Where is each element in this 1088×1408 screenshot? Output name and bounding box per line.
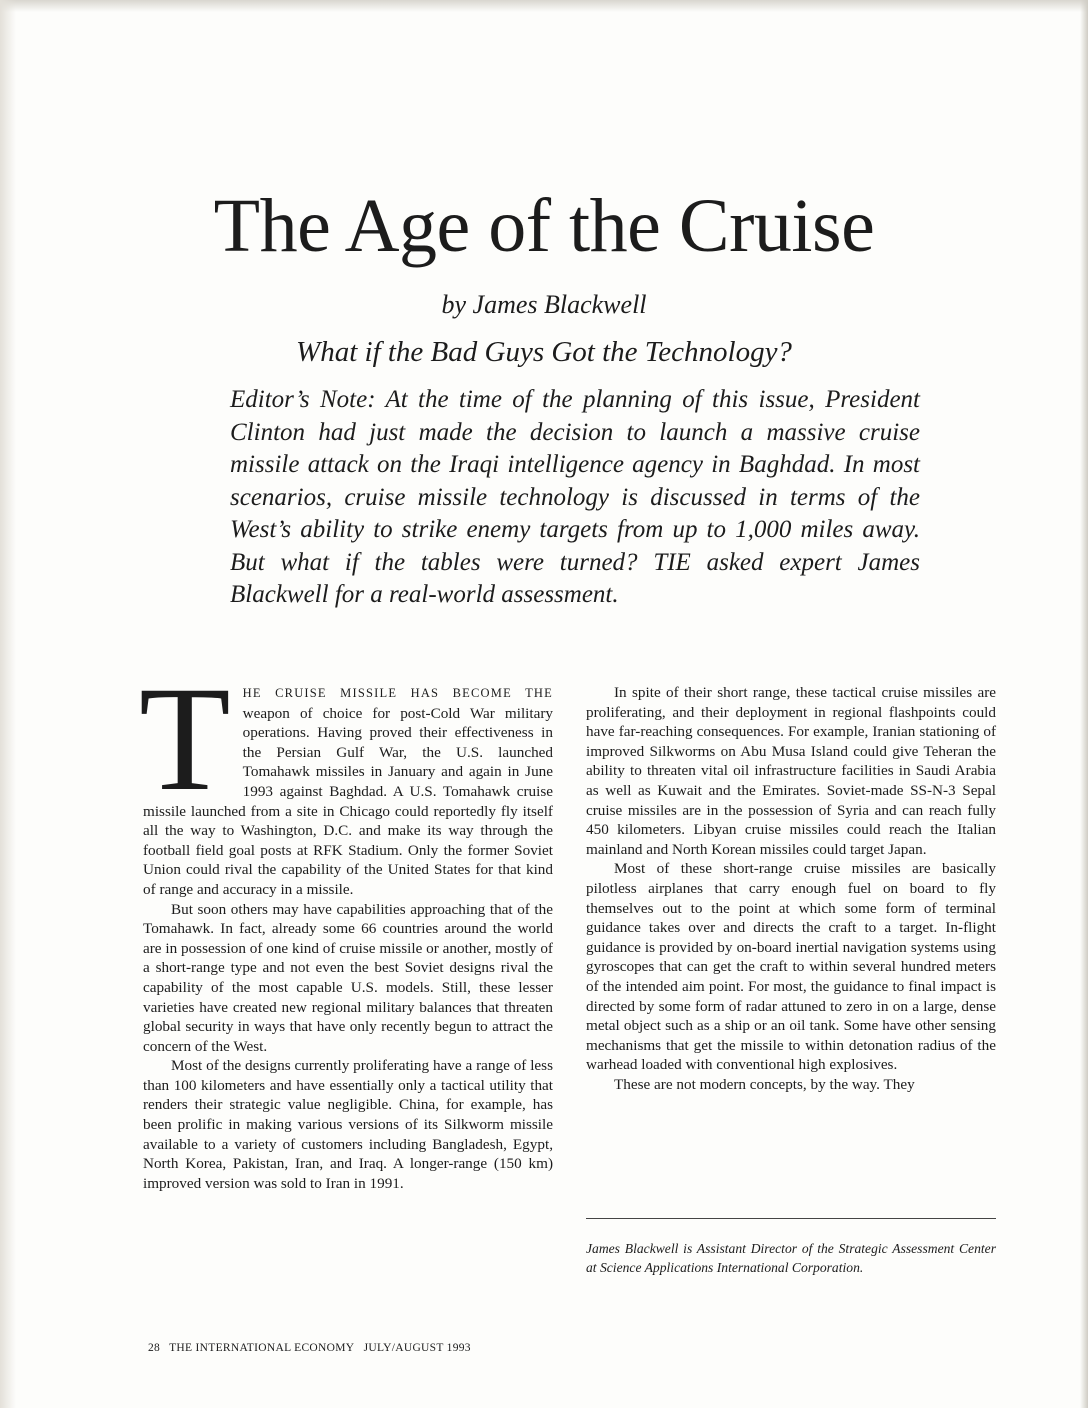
page-number: 28 bbox=[148, 1342, 161, 1354]
author-bio-note: James Blackwell is Assistant Director of the Strategic Assessment Center at Science Applications International Corporation. bbox=[586, 1241, 996, 1275]
right-column bbox=[586, 683, 996, 1094]
left-column bbox=[139, 656, 553, 1193]
lead-in-smallcaps: HE CRUISE MISSILE HAS BECOME THE bbox=[242, 686, 553, 700]
publication-name: THE INTERNATIONAL ECONOMY bbox=[169, 1342, 355, 1354]
issue-date: JULY/AUGUST 1993 bbox=[363, 1342, 471, 1354]
left-paragraph-2: But soon others may have capabilities approaching that of the Tomahawk. In fact, already some 66 countries around the world are in possession of one kind of cruise missile or another, mostly of a short-range type and not even the best Soviet designs rival the capability of the most capable U.S. models. Still, these lesser varieties have created new regional military balances that threaten global security in ways that have only recently begun to attract the concern of the West. bbox=[143, 900, 553, 1055]
left-paragraph-1 bbox=[139, 656, 553, 900]
left-paragraph-1-text: weapon of choice for post-Cold War military operations. Having proved their effectiveness in the Persian Gulf War, the U.S. launched Tomahawk missiles in January and again in June 1993 against Baghdad. A U.S. Tomahawk cruise missile launched from a site in Chicago could reportedly fly itself all the way to Washington, D.C. and make its way through the football field goal posts at RFK Stadium. Only the former Soviet Union could rival the capability of the United States for that kind of range and accuracy in a missile. bbox=[143, 704, 553, 898]
page-edge-shadow-top bbox=[0, 0, 1088, 12]
page-footer bbox=[148, 1342, 477, 1354]
article-byline: by James Blackwell bbox=[441, 290, 647, 319]
article-title: The Age of the Cruise bbox=[213, 184, 875, 268]
drop-cap: T bbox=[139, 656, 231, 822]
right-paragraph-1: In spite of their short range, these tactical cruise missiles are proliferating, and their deployment in regional flashpoints could have far-reaching consequences. For example, Iranian stationing of improved Silkworms on Abu Musa Island could give Teheran the ability to threaten vital oil infrastructure facilities in Saudi Arabia as well as Kuwait and the Emirates. Soviet-made SS-N-3 Sepal cruise missiles are in the possession of Syria and can reach fully 450 kilometers. Libyan cruise missiles could reach the Italian mainland and North Korean missiles could target Japan. bbox=[586, 684, 996, 858]
article-subtitle: What if the Bad Guys Got the Technology? bbox=[296, 336, 792, 368]
footnote-divider bbox=[586, 1218, 996, 1219]
right-paragraph-3: These are not modern concepts, by the way. They bbox=[614, 1075, 915, 1093]
editors-note: Editor’s Note: At the time of the planning of this issue, President Clinton had just made the decision to launch a massive cruise missile attack on the Iraqi intelligence agency in Baghdad. In most scenarios, cruise missile technology is discussed in terms of the West’s ability to strike enemy targets from up to 1,000 miles away. But what if the tables were turned? TIE asked expert James Blackwell for a real-world assessment. bbox=[230, 386, 920, 608]
left-paragraph-3: Most of the designs currently proliferating have a range of less than 100 kilometers and have essentially only a tactical utility that renders their strategic value negligible. China, for example, has been prolific in making various versions of its Silkworm missile available to a variety of customers including Bangladesh, Egypt, North Korea, Pakistan, Iran, and Iraq. A longer-range (150 km) improved version was sold to Iran in 1991. bbox=[143, 1057, 553, 1192]
right-paragraph-2: Most of these short-range cruise missiles are basically pilotless airplanes that carry enough fuel on board to fly themselves out to the point at which some form of terminal guidance takes over and directs the craft to a target. In-flight guidance is provided by on-board inertial navigation systems using gyroscopes that can get the craft to within several hundred meters of the intended aim point. For most, the guidance to final impact is directed by some form of radar attuned to zero in on a large, dense metal object such as a ship or an oil tank. Some have other sensing mechanisms that get the missile to within detonation radius of the warhead loaded with conventional high explosives. bbox=[586, 860, 996, 1074]
